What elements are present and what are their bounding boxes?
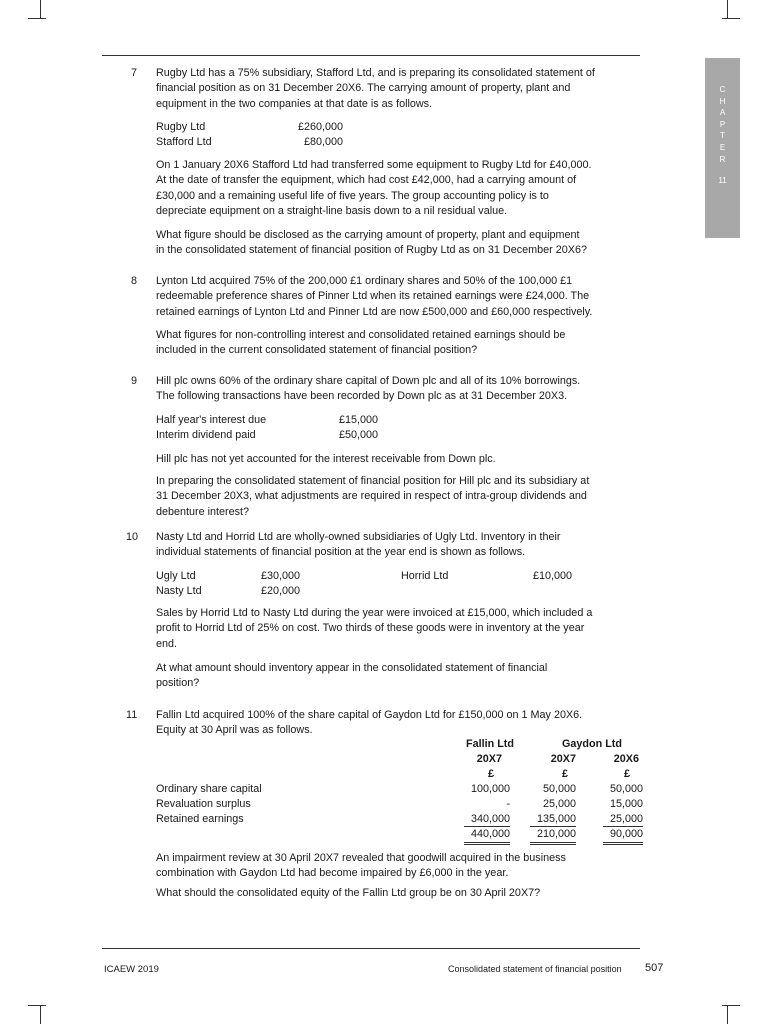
text-line: included in the current consolidated statement of financial position? — [156, 344, 478, 357]
table-total: 90,000 — [603, 826, 643, 845]
tab-letter: P — [719, 119, 726, 129]
row-value: £80,000 — [303, 136, 343, 148]
text-line: individual statements of financial position at the year end is shown as follows. — [156, 546, 526, 559]
text-line: Hill plc has not yet accounted for the interest receivable from Down plc. — [156, 453, 496, 465]
header-fallin: Fallin Ltd — [466, 738, 514, 750]
tab-letter: T — [720, 131, 725, 141]
tab-letter: R — [719, 154, 726, 164]
text-line: redeemable preference shares of Pinner Ltd when its retained earnings were £24,000. The — [156, 290, 590, 303]
header-year: 20X7 — [476, 753, 502, 765]
text-line: retained earnings of Lynton Ltd and Pinner Ltd are now £500,000 and £60,000 respectively. — [156, 305, 593, 318]
table-cell: 340,000 — [470, 813, 510, 825]
table-cell: 25,000 — [609, 813, 643, 825]
crop-mark — [40, 0, 41, 18]
row-label: Stafford Ltd — [156, 136, 212, 148]
row-label: Horrid Ltd — [401, 570, 449, 582]
row-value: £15,000 — [338, 414, 378, 426]
header-currency: £ — [561, 768, 568, 780]
row-label: Nasty Ltd — [156, 585, 202, 597]
q10-row-right-value — [520, 569, 572, 584]
chapter-tab-letters — [705, 84, 740, 165]
text-line: end. — [156, 637, 178, 650]
question-number: 8 — [131, 275, 138, 287]
q7-row-value — [270, 120, 343, 135]
q10-row — [156, 569, 196, 584]
table-cell: 50,000 — [609, 783, 643, 795]
text-line: Nasty Ltd and Horrid Ltd are wholly-owned subsidiaries of Ugly Ltd. Inventory in their — [156, 531, 561, 543]
question-number: 10 — [126, 531, 139, 543]
header-year: 20X6 — [613, 753, 639, 765]
top-rule — [102, 55, 640, 56]
page-number: 507 — [645, 962, 664, 974]
table-cell: - — [506, 798, 510, 810]
q10-row — [156, 584, 202, 599]
text-line: In preparing the consolidated statement of financial position for Hill plc and its subsidiary at — [156, 475, 590, 487]
q7-row — [156, 135, 212, 150]
q7-intro-line: financial position as on 31 December 20X6. The carrying amount of property, plant and — [156, 82, 571, 95]
q7-intro-line: Rugby Ltd has a 75% subsidiary, Stafford Ltd, and is preparing its consolidated statement of — [156, 67, 595, 79]
crop-mark — [727, 0, 728, 18]
text-line: What should the consolidated equity of the Fallin Ltd group be on 30 April 20X7? — [156, 887, 541, 899]
text-line: £30,000 and a remaining useful life of five years. The group accounting policy is to — [156, 189, 549, 202]
text-line: What figures for non-controlling interest and consolidated retained earnings should be — [156, 329, 566, 341]
table-cell: 15,000 — [609, 798, 643, 810]
question-number: 7 — [131, 67, 138, 79]
table-total: 210,000 — [530, 826, 576, 845]
crop-mark — [28, 18, 46, 19]
table-total: 440,000 — [464, 826, 510, 845]
table-cell: 135,000 — [536, 813, 576, 825]
q9-row-value — [310, 428, 378, 443]
text-line: An impairment review at 30 April 20X7 revealed that goodwill acquired in the business — [156, 852, 566, 864]
table-row-label: Ordinary share capital — [156, 783, 262, 795]
text-line: depreciate equipment on a straight-line basis down to a nil residual value. — [156, 205, 508, 218]
row-value: £260,000 — [297, 121, 343, 133]
text-line: Fallin Ltd acquired 100% of the share capital of Gaydon Ltd for £150,000 on 1 May 20X6. — [156, 709, 583, 721]
crop-mark — [722, 1005, 740, 1006]
row-label: Ugly Ltd — [156, 570, 196, 582]
text-line: Hill plc owns 60% of the ordinary share capital of Down plc and all of its 10% borrowings. — [156, 375, 581, 387]
text-line: On 1 January 20X6 Stafford Ltd had transferred some equipment to Rugby Ltd for £40,000. — [156, 159, 592, 171]
footer-running-title: Consolidated statement of financial position — [448, 964, 622, 974]
question-number: 11 — [126, 709, 138, 721]
q10-row-right — [401, 569, 448, 584]
tab-letter: H — [719, 96, 726, 106]
header-gaydon: Gaydon Ltd — [562, 738, 622, 750]
text-line: 31 December 20X3, what adjustments are required in respect of intra-group dividends and — [156, 490, 587, 503]
chapter-number: 11 — [718, 176, 727, 185]
tab-letter: A — [719, 108, 726, 118]
text-line: What figure should be disclosed as the carrying amount of property, plant and equipment — [156, 229, 580, 241]
crop-mark — [28, 1005, 46, 1006]
footer-publisher: ICAEW 2019 — [104, 964, 159, 975]
text-line: position? — [156, 677, 200, 690]
row-label: Rugby Ltd — [156, 121, 206, 133]
row-label: Half year's interest due — [156, 414, 267, 426]
q9-row — [156, 428, 256, 443]
crop-mark — [727, 1006, 728, 1024]
table-row-label: Retained earnings — [156, 813, 244, 825]
text-line: combination with Gaydon Ltd had become impaired by £6,000 in the year. — [156, 867, 509, 880]
text-line: in the consolidated statement of financial position of Rugby Ltd as on 31 December 20X6? — [156, 244, 587, 257]
text-line: The following transactions have been recorded by Down plc as at 31 December 20X3. — [156, 390, 568, 403]
tab-letter: E — [719, 142, 726, 152]
table-cell: 25,000 — [542, 798, 576, 810]
question-number: 9 — [131, 375, 138, 387]
crop-mark — [722, 18, 740, 19]
header-currency: £ — [487, 768, 494, 780]
row-label: Interim dividend paid — [156, 429, 256, 441]
footer-rule — [102, 948, 640, 949]
q10-row-value — [250, 584, 300, 599]
tab-letter: C — [719, 85, 726, 94]
q10-row-value — [250, 569, 300, 584]
q9-row — [156, 413, 266, 428]
table-cell: 50,000 — [542, 783, 576, 795]
row-value: £50,000 — [338, 429, 378, 441]
text-line: Sales by Horrid Ltd to Nasty Ltd during the year were invoiced at £15,000, which included a — [156, 607, 593, 619]
row-value: £30,000 — [260, 570, 300, 582]
crop-mark — [40, 1006, 41, 1024]
header-year: 20X7 — [550, 753, 576, 765]
table-cell: 100,000 — [470, 783, 510, 795]
header-currency: £ — [623, 768, 630, 780]
q7-intro-line: equipment in the two companies at that date is as follows. — [156, 97, 433, 110]
text-line: debenture interest? — [156, 505, 250, 518]
q7-row-value — [270, 135, 343, 150]
q7-row — [156, 120, 205, 135]
table-row-label: Revaluation surplus — [156, 798, 251, 810]
chapter-tab — [705, 58, 740, 238]
equity-table — [0, 737, 768, 847]
q9-row-value — [310, 413, 378, 428]
text-line: Equity at 30 April was as follows. — [156, 724, 313, 737]
row-value: £10,000 — [532, 570, 572, 582]
text-line: Lynton Ltd acquired 75% of the 200,000 £1 ordinary shares and 50% of the 100,000 £1 — [156, 275, 573, 287]
row-value: £20,000 — [260, 585, 300, 597]
text-line: At what amount should inventory appear in the consolidated statement of financial — [156, 662, 548, 674]
text-line: At the date of transfer the equipment, which had cost £42,000, had a carrying amount of — [156, 174, 577, 187]
text-line: profit to Horrid Ltd of 25% on cost. Two thirds of these goods were in inventory at the year — [156, 622, 585, 635]
